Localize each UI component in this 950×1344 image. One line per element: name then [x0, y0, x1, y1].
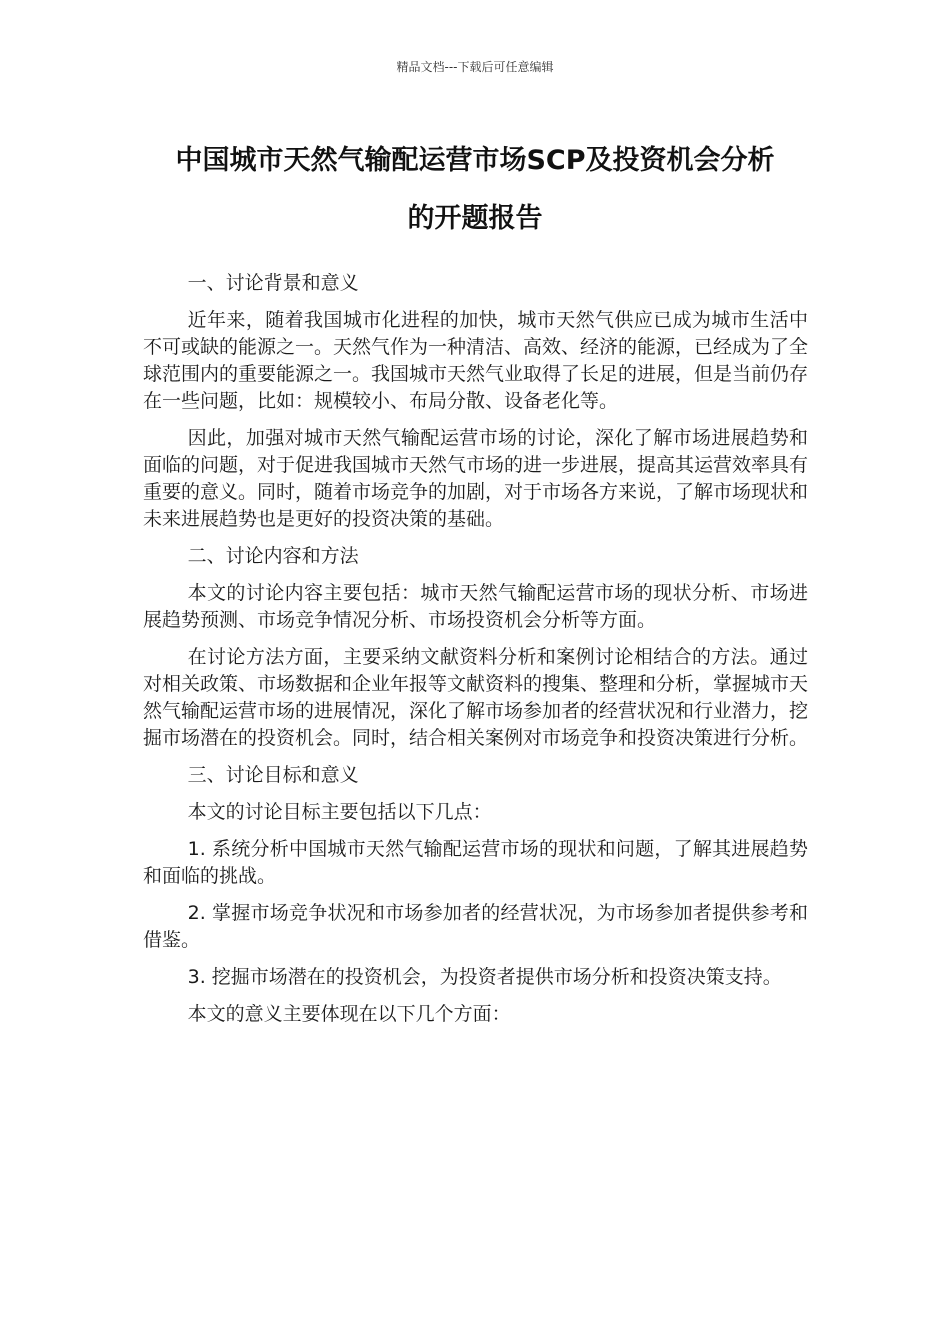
section-heading-content-method: 二、讨论内容和方法 — [187, 545, 359, 567]
paragraph: 在讨论方法方面，主要采纳文献资料分析和案例讨论相结合的方法。通过对相关政策、市场数据和企业年报等文献资料的搜集、整理和分析，掌握城市天然气输配运营市场的进展情况，深化了解市场参加者的经营状况和行业潜力，挖掘市场潜在的投资机会。同时，结合相关案例对市场竞争和投资决策进行分析。 — [143, 646, 809, 749]
title-line-2: 的开题报告 — [407, 203, 543, 234]
document-body — [143, 270, 808, 1038]
section-heading-background: 一、讨论背景和意义 — [187, 272, 359, 294]
paragraph: 本文的意义主要体现在以下几个方面： — [187, 1003, 511, 1025]
page-header: 精品文档---下载后可任意编辑 — [396, 60, 554, 74]
list-item: 1. 系统分析中国城市天然气输配运营市场的现状和问题，了解其进展趋势和面临的挑战。 — [143, 838, 808, 887]
section-heading-goals: 三、讨论目标和意义 — [187, 764, 359, 786]
paragraph: 本文的讨论内容主要包括：城市天然气输配运营市场的现状分析、市场进展趋势预测、市场竞争情况分析、市场投资机会分析等方面。 — [143, 582, 808, 631]
title-line-1: 中国城市天然气输配运营市场SCP及投资机会分析 — [175, 145, 775, 176]
list-item: 3. 挖掘市场潜在的投资机会，为投资者提供市场分析和投资决策支持。 — [187, 966, 782, 988]
paragraph: 本文的讨论目标主要包括以下几点： — [187, 801, 492, 823]
document-title — [120, 132, 830, 248]
list-item: 2. 掌握市场竞争状况和市场参加者的经营状况，为市场参加者提供参考和借鉴。 — [143, 902, 808, 951]
paragraph: 因此，加强对城市天然气输配运营市场的讨论，深化了解市场进展趋势和面临的问题，对于促进我国城市天然气市场的进一步进展，提高其运营效率具有重要的意义。同时，随着市场竞争的加剧，对于市场各方来说，了解市场现状和未来进展趋势也是更好的投资决策的基础。 — [143, 427, 809, 530]
paragraph: 近年来，随着我国城市化进程的加快，城市天然气供应已成为城市生活中不可或缺的能源之一。天然气作为一种清洁、高效、经济的能源，已经成为了全球范围内的重要能源之一。我国城市天然气业取得了长足的进展，但是当前仍存在一些问题，比如：规模较小、布局分散、设备老化等。 — [143, 309, 809, 412]
